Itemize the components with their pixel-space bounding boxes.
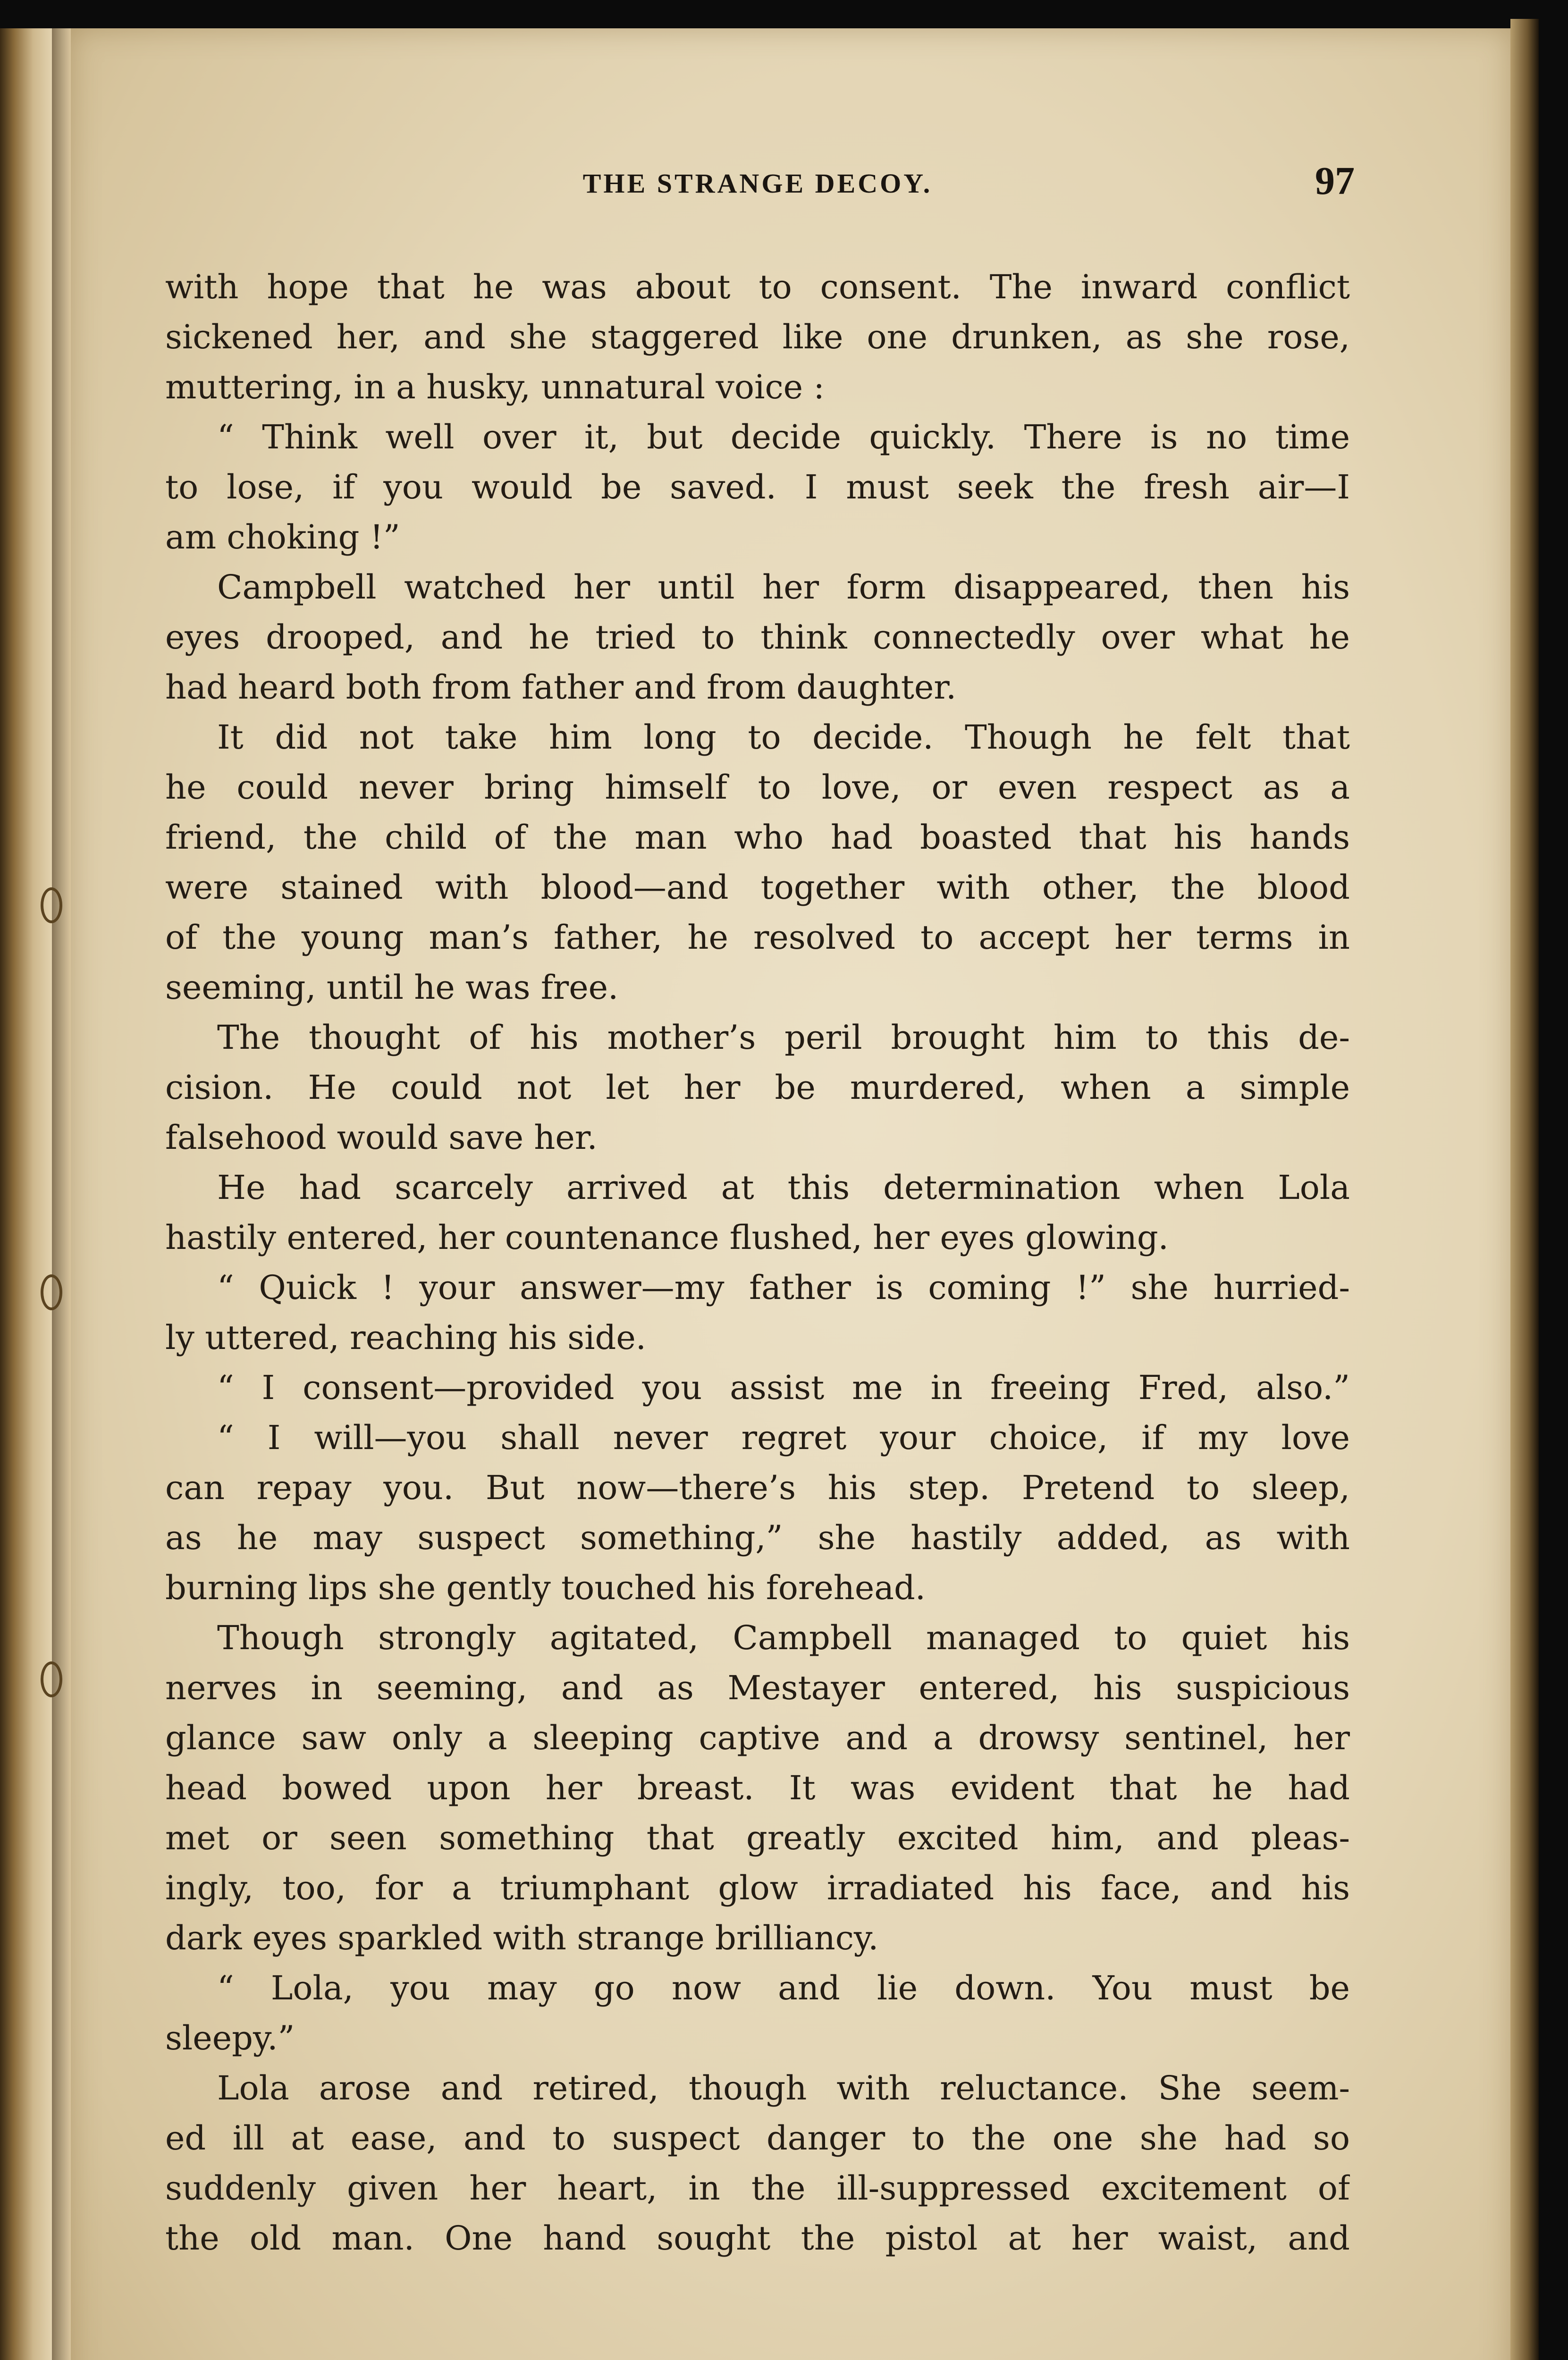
text-line: sleepy.” — [165, 2019, 295, 2057]
binding-stitch-icon — [41, 1274, 62, 1310]
text-line: seeming, until he was free. — [165, 968, 619, 1007]
binding-stitch-icon — [41, 887, 62, 923]
text-line: with hope that he was about to consent. The inward conflict — [165, 268, 1350, 306]
text-line: glance saw only a sleeping captive and a drowsy sentinel, her — [165, 1719, 1350, 1757]
text-line: He had scarcely arrived at this determination when Lola — [217, 1168, 1350, 1207]
text-line: nerves in seeming, and as Mestayer entered, his suspicious — [165, 1669, 1350, 1707]
text-line: eyes drooped, and he tried to think connectedly over what he — [165, 618, 1350, 657]
page-edge — [1510, 19, 1539, 2360]
text-line: of the young man’s father, he resolved to accept her terms in — [165, 918, 1350, 957]
text-line: falsehood would save her. — [165, 1118, 598, 1157]
text-line: ed ill at ease, and to suspect danger to the one she had so — [165, 2119, 1350, 2158]
text-line: met or seen something that greatly excited him, and pleas- — [165, 1819, 1350, 1857]
text-line: “ I will—you shall never regret your choice, if my love — [217, 1418, 1350, 1457]
page-header — [165, 158, 1355, 215]
text-line: ly uttered, reaching his side. — [165, 1318, 647, 1357]
text-line: am choking !” — [165, 518, 400, 556]
text-line: were stained with blood—and together with other, the blood — [165, 868, 1350, 907]
text-line: to lose, if you would be saved. I must seek the fresh air—I — [165, 468, 1350, 506]
text-line: muttering, in a husky, unnatural voice : — [165, 368, 825, 406]
text-line: “ I consent—provided you assist me in freeing Fred, also.” — [217, 1368, 1350, 1407]
text-line: the old man. One hand sought the pistol at her waist, and — [165, 2219, 1350, 2258]
text-line: can repay you. But now—there’s his step. Pretend to sleep, — [165, 1468, 1350, 1507]
text-line: as he may suspect something,” she hastily added, as with — [165, 1518, 1350, 1557]
text-line: suddenly given her heart, in the ill-suppressed excitement of — [165, 2169, 1350, 2208]
text-line: head bowed upon her breast. It was evident that he had — [165, 1769, 1350, 1807]
text-line: The thought of his mother’s peril brought him to this de- — [217, 1018, 1350, 1057]
page-number: 97 — [1315, 159, 1355, 203]
text-line: Though strongly agitated, Campbell managed to quiet his — [217, 1618, 1350, 1657]
text-line: hastily entered, her countenance flushed, her eyes glowing. — [165, 1218, 1169, 1257]
text-line: It did not take him long to decide. Though he felt that — [217, 718, 1350, 757]
text-line: “ Lola, you may go now and lie down. You must be — [217, 1969, 1350, 2007]
text-line: Lola arose and retired, though with reluctance. She seem- — [217, 2069, 1350, 2107]
text-line: “ Quick ! your answer—my father is coming !” she hurried- — [217, 1268, 1350, 1307]
text-line: dark eyes sparkled with strange brilliancy. — [165, 1919, 879, 1957]
text-line: had heard both from father and from daughter. — [165, 668, 957, 707]
text-line: ingly, too, for a triumphant glow irradiated his face, and his — [165, 1869, 1350, 1907]
text-line: friend, the child of the man who had boasted that his hands — [165, 818, 1350, 857]
text-line: Campbell watched her until her form disappeared, then his — [217, 568, 1350, 607]
text-line: burning lips she gently touched his forehead. — [165, 1568, 926, 1607]
body-text — [165, 262, 1350, 2263]
text-line: cision. He could not let her be murdered, when a simple — [165, 1068, 1350, 1107]
text-line: he could never bring himself to love, or even respect as a — [165, 768, 1350, 807]
text-line: “ Think well over it, but decide quickly. There is no time — [217, 418, 1350, 456]
binding-stitch-icon — [41, 1661, 62, 1697]
spine-shadow — [52, 28, 71, 2360]
text-line: sickened her, and she staggered like one drunken, as she rose, — [165, 318, 1350, 356]
running-head: THE STRANGE DECOY. — [582, 168, 933, 199]
